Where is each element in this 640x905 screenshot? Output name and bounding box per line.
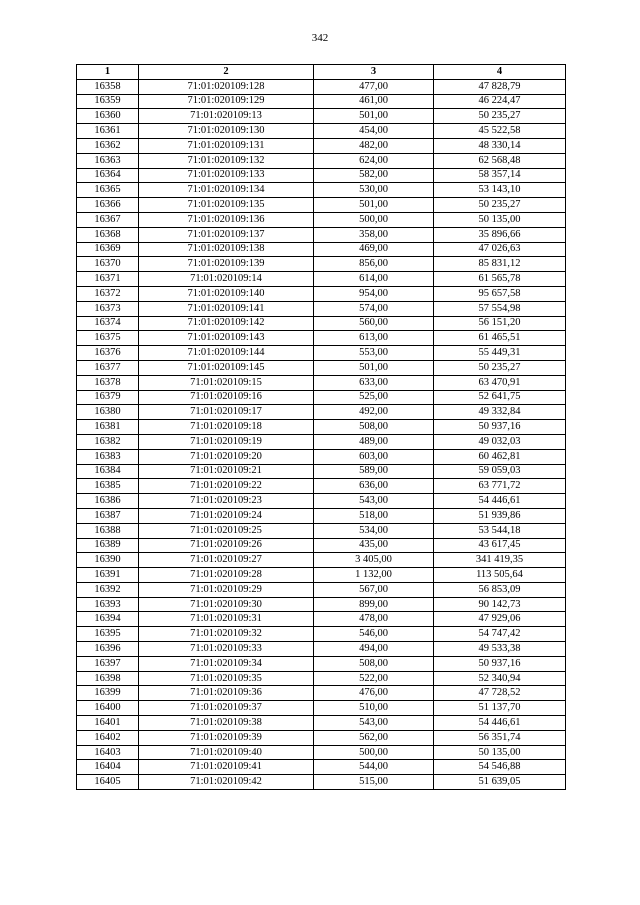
column-header-2: 2 — [139, 65, 314, 80]
area-cell: 544,00 — [314, 760, 434, 775]
cadastral-number-cell: 71:01:020109:20 — [139, 449, 314, 464]
column-header-3: 3 — [314, 65, 434, 80]
table-row — [77, 523, 566, 538]
table-row — [77, 79, 566, 94]
value-cell: 56 853,09 — [434, 582, 566, 597]
value-cell: 50 235,27 — [434, 360, 566, 375]
table-row — [77, 568, 566, 583]
table-row — [77, 420, 566, 435]
row-number-cell: 16366 — [77, 198, 139, 213]
cadastral-number-cell: 71:01:020109:145 — [139, 360, 314, 375]
table-row — [77, 464, 566, 479]
row-number-cell: 16405 — [77, 775, 139, 790]
area-cell: 560,00 — [314, 316, 434, 331]
row-number-cell: 16394 — [77, 612, 139, 627]
row-number-cell: 16370 — [77, 257, 139, 272]
row-number-cell: 16376 — [77, 346, 139, 361]
cadastral-number-cell: 71:01:020109:134 — [139, 183, 314, 198]
area-cell: 492,00 — [314, 405, 434, 420]
data-table — [76, 64, 566, 790]
area-cell: 501,00 — [314, 109, 434, 124]
column-header-4: 4 — [434, 65, 566, 80]
table-row — [77, 449, 566, 464]
table-header — [77, 65, 566, 80]
table-row — [77, 168, 566, 183]
value-cell: 43 617,45 — [434, 538, 566, 553]
row-number-cell: 16390 — [77, 553, 139, 568]
table-row — [77, 375, 566, 390]
cadastral-number-cell: 71:01:020109:37 — [139, 701, 314, 716]
cadastral-number-cell: 71:01:020109:31 — [139, 612, 314, 627]
row-number-cell: 16365 — [77, 183, 139, 198]
row-number-cell: 16369 — [77, 242, 139, 257]
value-cell: 56 151,20 — [434, 316, 566, 331]
table-body — [77, 79, 566, 789]
table-row — [77, 316, 566, 331]
row-number-cell: 16395 — [77, 627, 139, 642]
row-number-cell: 16399 — [77, 686, 139, 701]
area-cell: 477,00 — [314, 79, 434, 94]
table-row — [77, 227, 566, 242]
row-number-cell: 16404 — [77, 760, 139, 775]
value-cell: 50 135,00 — [434, 745, 566, 760]
row-number-cell: 16358 — [77, 79, 139, 94]
cadastral-number-cell: 71:01:020109:138 — [139, 242, 314, 257]
table-row — [77, 331, 566, 346]
table-row — [77, 686, 566, 701]
area-cell: 500,00 — [314, 745, 434, 760]
value-cell: 50 235,27 — [434, 198, 566, 213]
row-number-cell: 16368 — [77, 227, 139, 242]
table-row — [77, 582, 566, 597]
area-cell: 508,00 — [314, 420, 434, 435]
table-row — [77, 775, 566, 790]
cadastral-number-cell: 71:01:020109:28 — [139, 568, 314, 583]
table-row — [77, 242, 566, 257]
row-number-cell: 16381 — [77, 420, 139, 435]
value-cell: 52 340,94 — [434, 671, 566, 686]
value-cell: 45 522,58 — [434, 124, 566, 139]
value-cell: 50 235,27 — [434, 109, 566, 124]
value-cell: 54 546,88 — [434, 760, 566, 775]
table-row — [77, 553, 566, 568]
row-number-cell: 16386 — [77, 494, 139, 509]
area-cell: 3 405,00 — [314, 553, 434, 568]
table-row — [77, 745, 566, 760]
value-cell: 54 446,61 — [434, 716, 566, 731]
value-cell: 63 771,72 — [434, 479, 566, 494]
row-number-cell: 16363 — [77, 153, 139, 168]
value-cell: 60 462,81 — [434, 449, 566, 464]
cadastral-number-cell: 71:01:020109:23 — [139, 494, 314, 509]
value-cell: 50 937,16 — [434, 420, 566, 435]
value-cell: 55 449,31 — [434, 346, 566, 361]
table-row — [77, 153, 566, 168]
cadastral-number-cell: 71:01:020109:14 — [139, 272, 314, 287]
value-cell: 54 446,61 — [434, 494, 566, 509]
table-row — [77, 272, 566, 287]
cadastral-number-cell: 71:01:020109:30 — [139, 597, 314, 612]
header-row — [77, 65, 566, 80]
cadastral-number-cell: 71:01:020109:131 — [139, 138, 314, 153]
area-cell: 489,00 — [314, 434, 434, 449]
value-cell: 59 059,03 — [434, 464, 566, 479]
value-cell: 48 330,14 — [434, 138, 566, 153]
value-cell: 54 747,42 — [434, 627, 566, 642]
cadastral-number-cell: 71:01:020109:34 — [139, 656, 314, 671]
row-number-cell: 16389 — [77, 538, 139, 553]
column-header-1: 1 — [77, 65, 139, 80]
value-cell: 58 357,14 — [434, 168, 566, 183]
row-number-cell: 16367 — [77, 212, 139, 227]
row-number-cell: 16380 — [77, 405, 139, 420]
area-cell: 454,00 — [314, 124, 434, 139]
cadastral-number-cell: 71:01:020109:42 — [139, 775, 314, 790]
cadastral-number-cell: 71:01:020109:141 — [139, 301, 314, 316]
value-cell: 61 565,78 — [434, 272, 566, 287]
value-cell: 90 142,73 — [434, 597, 566, 612]
area-cell: 543,00 — [314, 494, 434, 509]
area-cell: 633,00 — [314, 375, 434, 390]
cadastral-number-cell: 71:01:020109:26 — [139, 538, 314, 553]
value-cell: 52 641,75 — [434, 390, 566, 405]
table-row — [77, 257, 566, 272]
area-cell: 614,00 — [314, 272, 434, 287]
area-cell: 613,00 — [314, 331, 434, 346]
value-cell: 95 657,58 — [434, 286, 566, 301]
row-number-cell: 16362 — [77, 138, 139, 153]
row-number-cell: 16364 — [77, 168, 139, 183]
value-cell: 47 828,79 — [434, 79, 566, 94]
cadastral-number-cell: 71:01:020109:33 — [139, 642, 314, 657]
row-number-cell: 16393 — [77, 597, 139, 612]
row-number-cell: 16400 — [77, 701, 139, 716]
cadastral-number-cell: 71:01:020109:36 — [139, 686, 314, 701]
cadastral-number-cell: 71:01:020109:13 — [139, 109, 314, 124]
cadastral-number-cell: 71:01:020109:15 — [139, 375, 314, 390]
value-cell: 51 939,86 — [434, 508, 566, 523]
value-cell: 63 470,91 — [434, 375, 566, 390]
table-row — [77, 538, 566, 553]
row-number-cell: 16377 — [77, 360, 139, 375]
area-cell: 501,00 — [314, 360, 434, 375]
cadastral-number-cell: 71:01:020109:137 — [139, 227, 314, 242]
value-cell: 47 026,63 — [434, 242, 566, 257]
cadastral-number-cell: 71:01:020109:142 — [139, 316, 314, 331]
area-cell: 510,00 — [314, 701, 434, 716]
row-number-cell: 16372 — [77, 286, 139, 301]
table-row — [77, 701, 566, 716]
area-cell: 469,00 — [314, 242, 434, 257]
cadastral-number-cell: 71:01:020109:136 — [139, 212, 314, 227]
table-row — [77, 642, 566, 657]
area-cell: 543,00 — [314, 716, 434, 731]
area-cell: 624,00 — [314, 153, 434, 168]
row-number-cell: 16385 — [77, 479, 139, 494]
cadastral-number-cell: 71:01:020109:129 — [139, 94, 314, 109]
row-number-cell: 16396 — [77, 642, 139, 657]
table-row — [77, 360, 566, 375]
table-row — [77, 390, 566, 405]
cadastral-number-cell: 71:01:020109:128 — [139, 79, 314, 94]
value-cell: 49 533,38 — [434, 642, 566, 657]
area-cell: 1 132,00 — [314, 568, 434, 583]
value-cell: 57 554,98 — [434, 301, 566, 316]
row-number-cell: 16384 — [77, 464, 139, 479]
area-cell: 574,00 — [314, 301, 434, 316]
area-cell: 546,00 — [314, 627, 434, 642]
value-cell: 50 135,00 — [434, 212, 566, 227]
value-cell: 53 143,10 — [434, 183, 566, 198]
value-cell: 51 137,70 — [434, 701, 566, 716]
row-number-cell: 16403 — [77, 745, 139, 760]
row-number-cell: 16391 — [77, 568, 139, 583]
area-cell: 534,00 — [314, 523, 434, 538]
row-number-cell: 16383 — [77, 449, 139, 464]
cadastral-number-cell: 71:01:020109:41 — [139, 760, 314, 775]
row-number-cell: 16402 — [77, 730, 139, 745]
row-number-cell: 16374 — [77, 316, 139, 331]
area-cell: 476,00 — [314, 686, 434, 701]
table-row — [77, 138, 566, 153]
table-row — [77, 405, 566, 420]
value-cell: 49 032,03 — [434, 434, 566, 449]
area-cell: 478,00 — [314, 612, 434, 627]
cadastral-number-cell: 71:01:020109:25 — [139, 523, 314, 538]
value-cell: 47 929,06 — [434, 612, 566, 627]
cadastral-number-cell: 71:01:020109:16 — [139, 390, 314, 405]
cadastral-number-cell: 71:01:020109:38 — [139, 716, 314, 731]
area-cell: 603,00 — [314, 449, 434, 464]
value-cell: 51 639,05 — [434, 775, 566, 790]
area-cell: 358,00 — [314, 227, 434, 242]
row-number-cell: 16375 — [77, 331, 139, 346]
cadastral-number-cell: 71:01:020109:39 — [139, 730, 314, 745]
table-row — [77, 183, 566, 198]
area-cell: 461,00 — [314, 94, 434, 109]
value-cell: 46 224,47 — [434, 94, 566, 109]
row-number-cell: 16382 — [77, 434, 139, 449]
area-cell: 589,00 — [314, 464, 434, 479]
table-row — [77, 198, 566, 213]
value-cell: 49 332,84 — [434, 405, 566, 420]
area-cell: 501,00 — [314, 198, 434, 213]
cadastral-number-cell: 71:01:020109:19 — [139, 434, 314, 449]
area-cell: 636,00 — [314, 479, 434, 494]
value-cell: 35 896,66 — [434, 227, 566, 242]
cadastral-number-cell: 71:01:020109:32 — [139, 627, 314, 642]
area-cell: 530,00 — [314, 183, 434, 198]
table-row — [77, 627, 566, 642]
row-number-cell: 16388 — [77, 523, 139, 538]
cadastral-number-cell: 71:01:020109:135 — [139, 198, 314, 213]
row-number-cell: 16361 — [77, 124, 139, 139]
table-row — [77, 479, 566, 494]
table-row — [77, 301, 566, 316]
table-row — [77, 286, 566, 301]
area-cell: 515,00 — [314, 775, 434, 790]
row-number-cell: 16398 — [77, 671, 139, 686]
value-cell: 53 544,18 — [434, 523, 566, 538]
value-cell: 56 351,74 — [434, 730, 566, 745]
area-cell: 553,00 — [314, 346, 434, 361]
row-number-cell: 16387 — [77, 508, 139, 523]
table-row — [77, 656, 566, 671]
area-cell: 899,00 — [314, 597, 434, 612]
cadastral-number-cell: 71:01:020109:29 — [139, 582, 314, 597]
area-cell: 525,00 — [314, 390, 434, 405]
row-number-cell: 16392 — [77, 582, 139, 597]
area-cell: 562,00 — [314, 730, 434, 745]
value-cell: 113 505,64 — [434, 568, 566, 583]
cadastral-number-cell: 71:01:020109:40 — [139, 745, 314, 760]
table-row — [77, 212, 566, 227]
area-cell: 518,00 — [314, 508, 434, 523]
table-row — [77, 597, 566, 612]
table-row — [77, 612, 566, 627]
area-cell: 500,00 — [314, 212, 434, 227]
cadastral-number-cell: 71:01:020109:144 — [139, 346, 314, 361]
row-number-cell: 16397 — [77, 656, 139, 671]
value-cell: 47 728,52 — [434, 686, 566, 701]
row-number-cell: 16371 — [77, 272, 139, 287]
value-cell: 85 831,12 — [434, 257, 566, 272]
row-number-cell: 16373 — [77, 301, 139, 316]
table-row — [77, 346, 566, 361]
area-cell: 508,00 — [314, 656, 434, 671]
table-row — [77, 109, 566, 124]
table-row — [77, 508, 566, 523]
cadastral-number-cell: 71:01:020109:17 — [139, 405, 314, 420]
value-cell: 50 937,16 — [434, 656, 566, 671]
cadastral-number-cell: 71:01:020109:22 — [139, 479, 314, 494]
area-cell: 856,00 — [314, 257, 434, 272]
table-row — [77, 494, 566, 509]
row-number-cell: 16401 — [77, 716, 139, 731]
value-cell: 341 419,35 — [434, 553, 566, 568]
row-number-cell: 16379 — [77, 390, 139, 405]
table-row — [77, 716, 566, 731]
cadastral-number-cell: 71:01:020109:133 — [139, 168, 314, 183]
table-row — [77, 730, 566, 745]
row-number-cell: 16360 — [77, 109, 139, 124]
area-cell: 954,00 — [314, 286, 434, 301]
row-number-cell: 16359 — [77, 94, 139, 109]
value-cell: 62 568,48 — [434, 153, 566, 168]
table-row — [77, 671, 566, 686]
value-cell: 61 465,51 — [434, 331, 566, 346]
cadastral-number-cell: 71:01:020109:24 — [139, 508, 314, 523]
area-cell: 567,00 — [314, 582, 434, 597]
table-row — [77, 94, 566, 109]
row-number-cell: 16378 — [77, 375, 139, 390]
area-cell: 435,00 — [314, 538, 434, 553]
cadastral-number-cell: 71:01:020109:35 — [139, 671, 314, 686]
cadastral-number-cell: 71:01:020109:27 — [139, 553, 314, 568]
cadastral-number-cell: 71:01:020109:18 — [139, 420, 314, 435]
cadastral-number-cell: 71:01:020109:143 — [139, 331, 314, 346]
page-number: 342 — [311, 32, 329, 44]
cadastral-number-cell: 71:01:020109:140 — [139, 286, 314, 301]
area-cell: 494,00 — [314, 642, 434, 657]
table-row — [77, 124, 566, 139]
area-cell: 482,00 — [314, 138, 434, 153]
cadastral-number-cell: 71:01:020109:130 — [139, 124, 314, 139]
table-row — [77, 434, 566, 449]
cadastral-number-cell: 71:01:020109:132 — [139, 153, 314, 168]
table-row — [77, 760, 566, 775]
area-cell: 522,00 — [314, 671, 434, 686]
area-cell: 582,00 — [314, 168, 434, 183]
cadastral-number-cell: 71:01:020109:139 — [139, 257, 314, 272]
cadastral-number-cell: 71:01:020109:21 — [139, 464, 314, 479]
